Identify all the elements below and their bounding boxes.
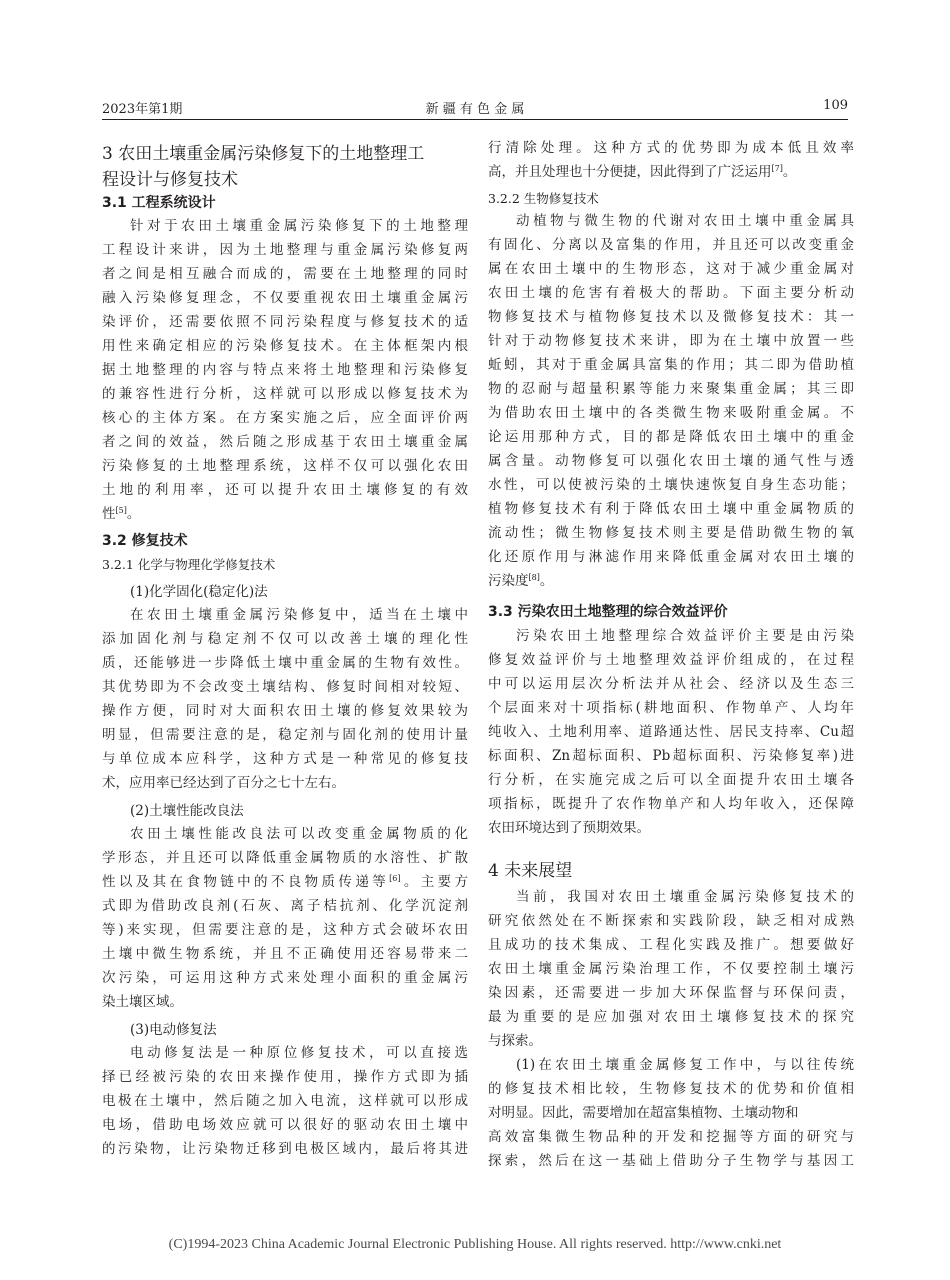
paragraph-line: 农田环境达到了预期效果。 (488, 820, 650, 836)
paragraph-line: 农田土壤的危害有着极大的帮助。下面主要分析动 (488, 285, 854, 301)
paragraph-line: 行清除处理。这种方式的优势即为成本低且效率 (488, 140, 854, 156)
heading-3-2-1: 3.2.1 化学与物理化学修复技术 (102, 557, 276, 572)
paragraph-line: 属含量。动物修复可以强化农田土壤的通气性与透 (488, 453, 854, 469)
paragraph-line: 的修复技术相比较，生物修复技术的优势和价值相 (488, 1081, 854, 1097)
paragraph-text: 污染度 (488, 573, 529, 589)
paragraph-line: 据土地整理的内容与特点来将土地整理和污染修复 (102, 362, 468, 378)
paragraph-line: 高效富集微生物品种的开发和挖掘等方面的研究与 (488, 1129, 854, 1145)
paragraph-line: 者之间的效益，然后随之形成基于农田土壤重金属 (102, 434, 468, 450)
copyright-footer: (C)1994-2023 China Academic Journal Electronic Publishing House. All rights reserved. http://www.cnki.net (168, 1237, 782, 1252)
paragraph-line: 者之间是相互融合而成的，需要在土地整理的同时 (102, 266, 468, 282)
paragraph-line: 蚯蚓，其对于重金属具富集的作用；其二即为借助植 (488, 357, 854, 373)
section-4-title: 4 未来展望 (488, 861, 573, 881)
paragraph-line: 农田土壤重金属污染治理工作，不仅要控制土壤污 (488, 961, 854, 977)
heading-3-3: 3.3 污染农田土地整理的综合效益评价 (488, 604, 728, 620)
paragraph-line: 标面积、Zn超标面积、Pb超标面积、污染修复率)进 (488, 748, 854, 764)
heading-3-1: 3.1 工程系统设计 (102, 195, 216, 211)
paragraph-line: 土壤中微生物系统，并且不正确使用还容易带来二 (102, 946, 468, 962)
paragraph-line: 融入污染修复理念，不仅要重视农田土壤重金属污 (102, 290, 468, 306)
paragraph-line: 染因素，还需要进一步加大环保监督与环保问责， (488, 985, 854, 1001)
paragraph-line (488, 569, 854, 593)
heading-3-2-2: 3.2.2 生物修复技术 (488, 191, 599, 206)
header-page-number: 109 (823, 98, 848, 113)
paragraph-line: 污染农田土地整理综合效益评价主要是由污染 (516, 628, 854, 644)
paragraph-line: 为借助农田土壤中的各类微生物来吸附重金属。不 (488, 405, 854, 421)
citation-ref: [7] (771, 164, 783, 173)
paragraph-line: 农田土壤性能改良法可以改变重金属物质的化 (130, 826, 468, 842)
paragraph-line: 电场，借助电场效应就可以很好的驱动农田土壤中 (102, 1117, 468, 1133)
paragraph-line: 电极在土壤中，然后随之加入电流，这样就可以形成 (102, 1093, 468, 1109)
paragraph-text: 。 (126, 506, 141, 522)
paragraph-line: 水性，可以使被污染的土壤快速恢复自身生态功能； (488, 477, 854, 493)
section-3-title-line-1: 3 农田土壤重金属污染修复下的土地整理工 (102, 144, 425, 164)
paragraph-line: 染评价，还需要依照不同污染程度与修复技术的适 (102, 314, 468, 330)
paragraph-line: 质，还能够进一步降低土壤中重金属的生物有效性。 (102, 655, 468, 671)
section-3-title-line-2: 程设计与修复技术 (102, 170, 238, 190)
paragraph-line: 明显，但需要注意的是，稳定剂与固化剂的使用计量 (102, 727, 468, 743)
paragraph-line: 修复效益评价与土地整理效益评价组成的，在过程 (488, 652, 854, 668)
paragraph-line: 的兼容性进行分析，这样就可以形成以修复技术为 (102, 386, 468, 402)
citation-ref: [8] (528, 573, 540, 582)
paragraph-line (488, 160, 854, 184)
paragraph-line: 与探索。 (488, 1033, 542, 1049)
paragraph-line: 择已经被污染的农田来操作使用，操作方式即为插 (102, 1069, 468, 1085)
paragraph-line: 其优势即为不会改变土壤结构、修复时间相对较短、 (102, 679, 468, 695)
paragraph-line: 流动性；微生物修复技术则主要是借助微生物的氧 (488, 525, 854, 541)
paragraph-line: 物的忍耐与超量积累等能力来聚集重金属；其三即 (488, 381, 854, 397)
item-1-title: (1)化学固化(稳定化)法 (130, 584, 268, 600)
paragraph-line (102, 502, 468, 526)
paragraph-text: 高，并且处理也十分便捷，因此得到了广泛运用 (488, 164, 772, 180)
header-rule (102, 119, 848, 120)
paragraph-line: 土地的利用率，还可以提升农田土壤修复的有效 (102, 482, 468, 498)
paragraph-line: 有固化、分离以及富集的作用，并且还可以改变重金 (488, 237, 854, 253)
paragraph-line: 纯收入、土地利用率、道路通达性、居民支持率、Cu超 (488, 724, 854, 740)
paragraph-line (102, 870, 468, 894)
paragraph-line: 属在农田土壤中的生物形态，这对于减少重金属对 (488, 261, 854, 277)
paragraph-line: 工程设计来讲，因为土地整理与重金属污染修复两 (102, 242, 468, 258)
paragraph-line: 与单位成本应科学，这种方式是一种常见的修复技 (102, 751, 468, 767)
paragraph-text: 。 (782, 164, 797, 180)
paragraph-line: 核心的主体方案。在方案实施之后，应全面评价两 (102, 410, 468, 426)
paragraph-line: 等)来实现，但需要注意的是，这种方式会破坏农田 (102, 922, 468, 938)
paragraph-line: 在农田土壤重金属污染修复中，适当在土壤中 (130, 607, 468, 623)
header-journal-title: 新 疆 有 色 金 属 (425, 102, 525, 117)
paragraph-line: 次污染，可运用这种方式来处理小面积的重金属污 (102, 970, 468, 986)
paragraph-line: 对明显。因此，需要增加在超富集植物、土壤动物和 (488, 1105, 799, 1121)
paragraph-text: 。 (539, 573, 554, 589)
paragraph-line: 最为重要的是应加强对农田土壤修复技术的探究 (488, 1009, 854, 1025)
paragraph-line: 污染修复的土地整理系统，这样不仅可以强化农田 (102, 458, 468, 474)
paragraph-line: 当前，我国对农田土壤重金属污染修复技术的 (516, 889, 854, 905)
paragraph-line: 项指标，既提升了农作物单产和人均年收入，还保障 (488, 796, 854, 812)
citation-ref: [6] (389, 874, 401, 883)
paragraph-text: 。主要方 (400, 874, 468, 890)
paragraph-line: 术，应用率已经达到了百分之七十左右。 (102, 775, 345, 791)
paragraph-line: 式即为借助改良剂(石灰、离子桔抗剂、化学沉淀剂 (102, 898, 468, 914)
paragraph-line: 针对于农田土壤重金属污染修复下的土地整理 (130, 218, 468, 234)
paragraph-text: 性以及其在食物链中的不良物质传递等 (102, 874, 390, 890)
paragraph-line: 个层面来对十项指标(耕地面积、作物单产、人均年 (488, 700, 854, 716)
paragraph-line: 染土壤区域。 (102, 994, 183, 1010)
header-issue: 2023年第1期 (102, 102, 183, 117)
paragraph-line: 用性来确定相应的污染修复技术。在主体框架内根 (102, 338, 468, 354)
paragraph-line: 且成功的技术集成、工程化实践及推广。想要做好 (488, 937, 854, 953)
paragraph-line: 物修复技术与植物修复技术以及微修复技术：其一 (488, 309, 854, 325)
paragraph-line: 行分析，在实施完成之后可以全面提升农田土壤各 (488, 772, 854, 788)
citation-ref: [5] (115, 506, 127, 515)
paragraph-line: (1)在农田土壤重金属修复工作中，与以往传统 (516, 1057, 854, 1073)
item-3-title: (3)电动修复法 (130, 1022, 217, 1038)
paragraph-line: 学形态，并且还可以降低重金属物质的水溶性、扩散 (102, 850, 468, 866)
paragraph-line: 中可以运用层次分析法并从社会、经济以及生态三 (488, 676, 854, 692)
paragraph-line: 探索，然后在这一基础上借助分子生物学与基因工 (488, 1153, 854, 1169)
paragraph-text: 性 (102, 506, 116, 522)
heading-3-2: 3.2 修复技术 (102, 533, 188, 549)
paragraph-line: 添加固化剂与稳定剂不仅可以改善土壤的理化性 (102, 631, 468, 647)
paragraph-line: 针对于动物修复技术来讲，即为在土壤中放置一些 (488, 333, 854, 349)
paragraph-line: 化还原作用与淋滤作用来降低重金属对农田土壤的 (488, 549, 854, 565)
paragraph-line: 研究依然处在不断探索和实践阶段，缺乏相对成熟 (488, 913, 854, 929)
paragraph-line: 电动修复法是一种原位修复技术，可以直接选 (130, 1045, 468, 1061)
paragraph-line: 动植物与微生物的代谢对农田土壤中重金属具 (516, 213, 854, 229)
paragraph-line: 操作方便，同时对大面积农田土壤的修复效果较为 (102, 703, 468, 719)
paragraph-line: 植物修复技术有利于降低农田土壤中重金属物质的 (488, 501, 854, 517)
paragraph-line: 的污染物，让污染物迁移到电极区域内，最后将其进 (102, 1141, 468, 1157)
item-2-title: (2)土壤性能改良法 (130, 803, 244, 819)
paragraph-line: 论运用那种方式，目的都是降低农田土壤中的重金 (488, 429, 854, 445)
